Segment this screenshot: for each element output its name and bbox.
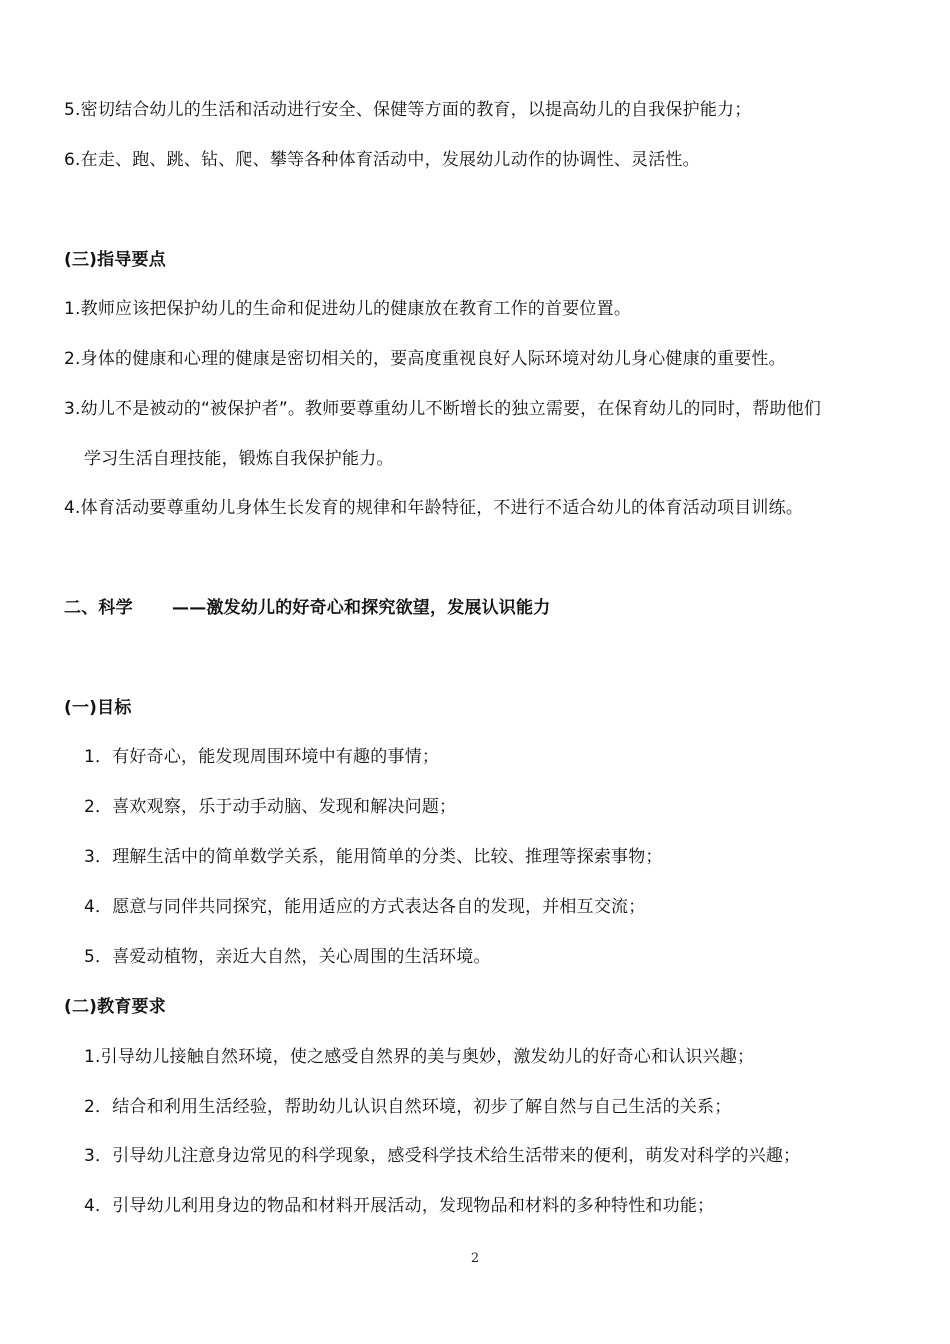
page-number: 2	[470, 1251, 480, 1266]
list-item: 2．喜欢观察，乐于动手动脑、发现和解决问题；	[84, 797, 457, 817]
section-heading: (三)指导要点	[64, 250, 166, 270]
text-line: 5.密切结合幼儿的生活和活动进行安全、保健等方面的教育，以提高幼儿的自我保护能力；	[64, 100, 752, 120]
list-item: 4.体育活动要尊重幼儿身体生长发育的规律和年龄特征，不进行不适合幼儿的体育活动项目训练。	[64, 498, 804, 518]
text-line: 6.在走、跑、跳、钻、爬、攀等各种体育活动中，发展幼儿动作的协调性、灵活性。	[64, 150, 700, 170]
list-item: 2．结合和利用生活经验，帮助幼儿认识自然环境，初步了解自然与自己生活的关系；	[84, 1097, 732, 1117]
list-item: 3．引导幼儿注意身边常见的科学现象，感受科学技术给生活带来的便利，萌发对科学的兴趣；	[84, 1146, 801, 1166]
list-item: 1．有好奇心，能发现周围环境中有趣的事情；	[84, 747, 440, 767]
list-item-continuation: 学习生活自理技能，锻炼自我保护能力。	[84, 449, 394, 469]
list-item: 3．理解生活中的简单数学关系，能用简单的分类、比较、推理等探索事物；	[84, 847, 663, 867]
list-item: 3.幼儿不是被动的“被保护者”。教师要尊重幼儿不断增长的独立需要，在保育幼儿的同时，帮助他们	[64, 399, 822, 419]
list-item: 5．喜爱动植物，亲近大自然，关心周围的生活环境。	[84, 947, 491, 967]
list-item: 1.引导幼儿接触自然环境，使之感受自然界的美与奥妙，激发幼儿的好奇心和认识兴趣；	[84, 1047, 755, 1067]
list-item: 1.教师应该把保护幼儿的生命和促进幼儿的健康放在教育工作的首要位置。	[64, 299, 632, 319]
chapter-title: 二、科学	[64, 598, 133, 618]
section-heading: (二)教育要求	[64, 997, 166, 1017]
section-heading: (一)目标	[64, 698, 132, 718]
chapter-subtitle: ——激发幼儿的好奇心和探究欲望，发展认识能力	[172, 598, 551, 618]
list-item: 2.身体的健康和心理的健康是密切相关的，要高度重视良好人际环境对幼儿身心健康的重要性。	[64, 349, 786, 369]
list-item: 4．引导幼儿利用身边的物品和材料开展活动，发现物品和材料的多种特性和功能；	[84, 1196, 715, 1216]
list-item: 4．愿意与同伴共同探究，能用适应的方式表达各自的发现，并相互交流；	[84, 897, 646, 917]
